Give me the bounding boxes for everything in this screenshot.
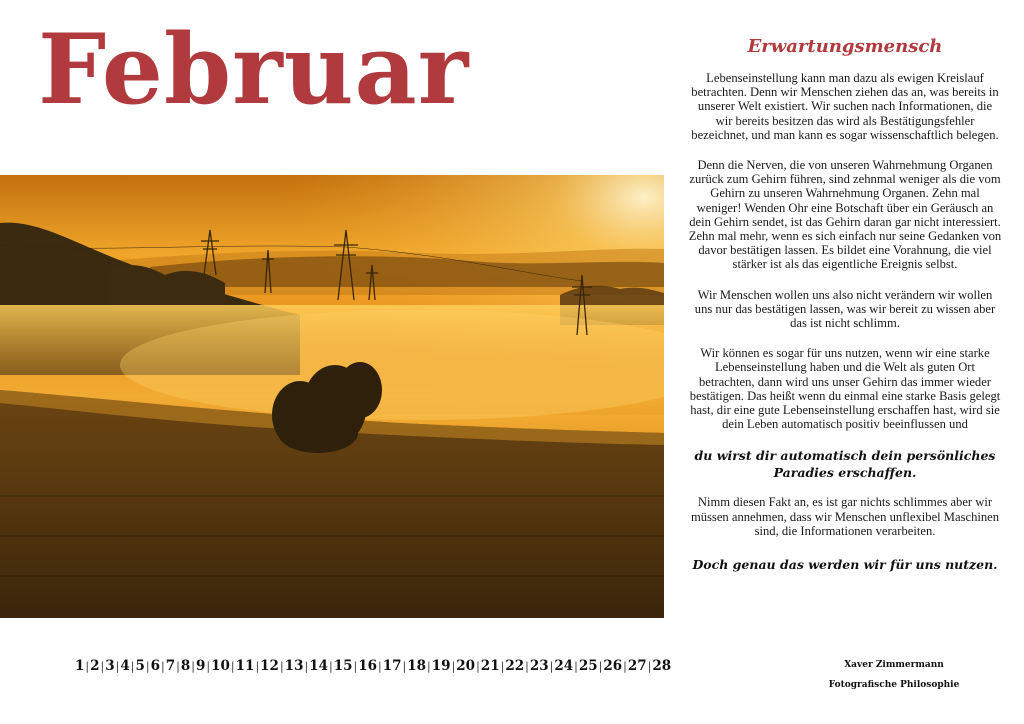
article-paragraph-1: Lebenseinstellung kann man dazu als ewigen Kreislauf betrachten. Denn wir Menschen ziehen das an, was bereits in unserer Welt existiert. Wir suchen nach Informationen, die wir bereits besitzen das wird als Bestätigungsfehler bezeichnet, und man kann es sogar wissenschaftlich belegen. [691, 71, 999, 142]
day-separator: | [500, 660, 505, 673]
day-separator: | [647, 660, 652, 673]
day-number: 12 [260, 658, 279, 674]
day-number: 17 [382, 658, 402, 674]
day-numbers [75, 658, 671, 674]
day-number: 13 [284, 658, 304, 674]
day-separator: | [130, 660, 135, 673]
landscape-photo [0, 175, 664, 618]
day-separator: | [100, 660, 105, 673]
day-separator: | [525, 660, 529, 673]
day-separator: | [85, 660, 90, 673]
day-number: 2 [90, 658, 100, 674]
day-number: 8 [180, 658, 191, 674]
day-number: 15 [333, 658, 353, 674]
month-title: Februar [38, 13, 470, 126]
day-number: 7 [165, 658, 176, 674]
article-paragraph-5: Nimm diesen Fakt an, es ist gar nichts schlimmes aber wir müssen annehmen, dass wir Menschen unflexibel Maschinen sind, die Informationen verarbeiten. [690, 495, 1000, 538]
credit-name: Xaver Zimmermann [844, 660, 944, 670]
day-separator: | [623, 660, 627, 673]
article-paragraph-2: Denn die Nerven, die von unseren Wahrnehmung Organen zurück zum Gehirn führen, sind zehnmal weniger als die vom Gehirn zu unseren Wahrnehmung Organen. Zehn mal weniger! Wenden Ohr eine Botschaft über ein Geräusch an dein Gehirn sendet, ist das Gehirn daran gar nicht interessiert. Zehn mal mehr, wenn es sich einfach nur seine Gedanken von davor bestätigen lassen. Es bildet eine Vorahnung, die viel stärker ist als das eigentliche Ereignis selbst. [688, 158, 1002, 272]
day-separator: | [176, 660, 180, 673]
day-separator: | [161, 660, 165, 673]
day-number: 22 [505, 658, 525, 674]
day-number: 18 [407, 658, 427, 674]
day-separator: | [328, 660, 333, 673]
day-number: 16 [358, 658, 378, 674]
day-number: 28 [652, 658, 672, 674]
day-separator: | [206, 660, 211, 673]
day-number: 21 [480, 658, 500, 674]
day-separator: | [574, 660, 578, 673]
day-separator: | [451, 660, 456, 673]
article-paragraph-4: Wir können es sogar für uns nutzen, wenn wir eine starke Lebenseinstellung haben und die Welt als guten Ort betrachten, dann wird uns unser Gehirn das immer wieder bestätigen. Das heißt wenn du einmal eine starke Basis gelegt hast, dir eine gute Lebenseinstellung erschaffen hast, wird sie dein Leben automatisch positiv beeinflussen und [689, 346, 1001, 432]
day-number: 25 [578, 658, 598, 674]
day-separator: | [378, 660, 382, 673]
article-title: Erwartungsmensch [747, 36, 943, 57]
day-number: 3 [105, 658, 115, 674]
day-number: 14 [309, 658, 328, 674]
day-number: 4 [120, 658, 130, 674]
day-number: 10 [211, 658, 230, 674]
day-number: 1 [75, 658, 85, 674]
day-number: 19 [431, 658, 451, 674]
day-number: 23 [529, 658, 549, 674]
day-separator: | [145, 660, 150, 673]
day-number: 27 [627, 658, 647, 674]
day-number: 5 [135, 658, 145, 674]
day-separator: | [255, 660, 260, 673]
credit-subtitle: Fotografische Philosophie [828, 680, 960, 690]
day-number: 26 [603, 658, 623, 674]
article-emphasis-1: du wirst dir automatisch dein persönliches Paradies erschaffen. [694, 448, 996, 481]
day-separator: | [304, 660, 309, 673]
day-separator: | [476, 660, 480, 673]
day-number: 24 [554, 658, 574, 674]
article [688, 36, 1002, 587]
day-separator: | [191, 660, 195, 673]
day-number: 9 [196, 658, 206, 674]
article-emphasis-2: Doch genau das werden wir für uns nutzen. [692, 557, 998, 573]
day-number: 11 [235, 658, 255, 674]
article-paragraph-3: Wir Menschen wollen uns also nicht verändern wir wollen uns nur das bestätigen lassen, was wir bereit zu wissen aber das ist nicht schlimm. [694, 287, 996, 331]
day-separator: | [402, 660, 407, 673]
day-separator: | [598, 660, 603, 673]
day-separator: | [353, 660, 358, 673]
day-separator: | [279, 660, 284, 673]
day-separator: | [115, 660, 120, 673]
day-separator: | [549, 660, 554, 673]
day-number: 20 [456, 658, 476, 674]
day-number: 6 [150, 658, 161, 674]
day-separator: | [427, 660, 431, 673]
day-separator: | [230, 660, 235, 673]
